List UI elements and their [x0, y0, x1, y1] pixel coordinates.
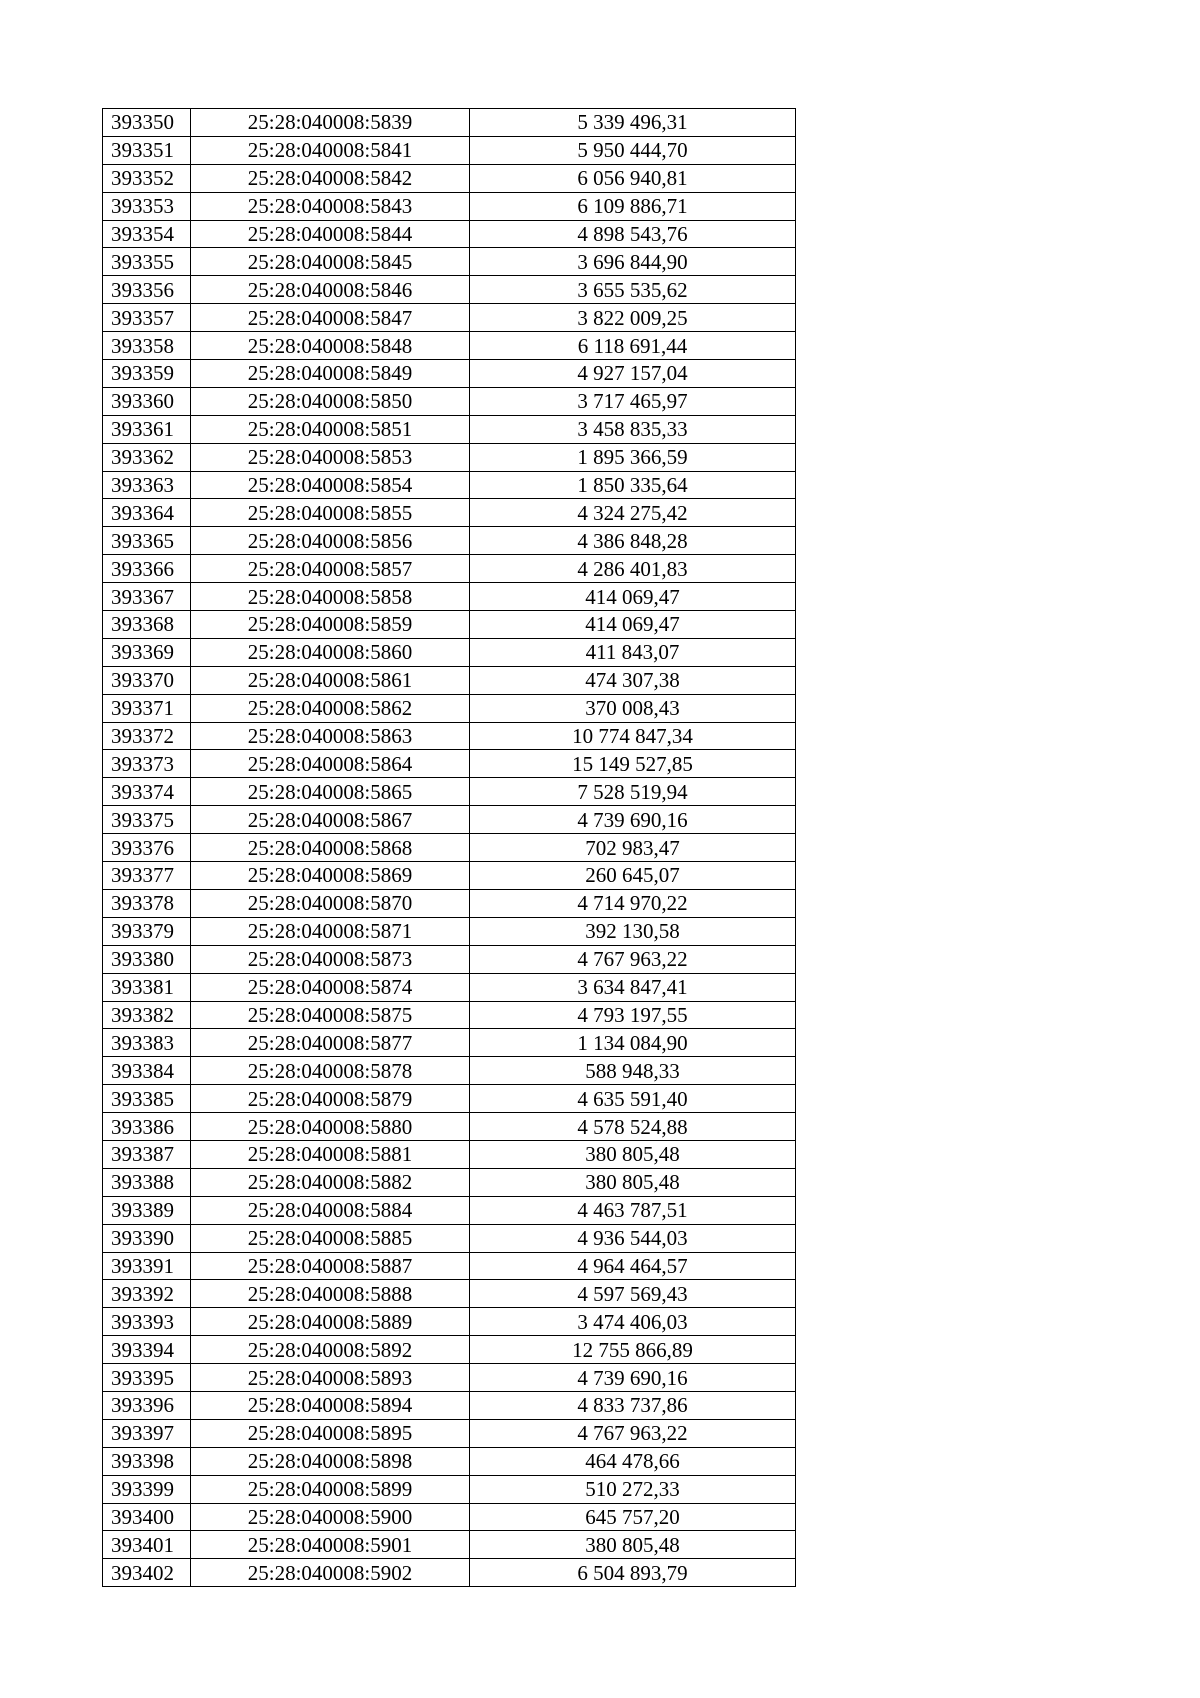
table-row	[103, 248, 796, 276]
cadastral-value-cell: 6 504 893,79	[470, 1559, 796, 1587]
row-number-cell: 393401	[103, 1531, 191, 1559]
cadastral-value-cell: 414 069,47	[470, 583, 796, 611]
cadastral-number-cell: 25:28:040008:5879	[191, 1085, 470, 1113]
row-number-cell: 393360	[103, 387, 191, 415]
table-row	[103, 945, 796, 973]
row-number-cell: 393373	[103, 750, 191, 778]
cadastral-value-cell: 4 597 569,43	[470, 1280, 796, 1308]
table-row	[103, 973, 796, 1001]
cadastral-value-cell: 7 528 519,94	[470, 778, 796, 806]
table-row	[103, 471, 796, 499]
cadastral-value-cell: 4 286 401,83	[470, 555, 796, 583]
table-body	[103, 109, 796, 1587]
cadastral-value-cell: 4 386 848,28	[470, 527, 796, 555]
cadastral-number-cell: 25:28:040008:5870	[191, 889, 470, 917]
row-number-cell: 393396	[103, 1391, 191, 1419]
cadastral-number-cell: 25:28:040008:5894	[191, 1391, 470, 1419]
table-row	[103, 1280, 796, 1308]
table-row	[103, 220, 796, 248]
table-row	[103, 415, 796, 443]
row-number-cell: 393379	[103, 917, 191, 945]
cadastral-value-cell: 10 774 847,34	[470, 722, 796, 750]
cadastral-value-cell: 4 324 275,42	[470, 499, 796, 527]
row-number-cell: 393381	[103, 973, 191, 1001]
cadastral-number-cell: 25:28:040008:5856	[191, 527, 470, 555]
cadastral-value-cell: 380 805,48	[470, 1531, 796, 1559]
row-number-cell: 393382	[103, 1001, 191, 1029]
row-number-cell: 393359	[103, 360, 191, 388]
table-row	[103, 611, 796, 639]
row-number-cell: 393351	[103, 136, 191, 164]
table-row	[103, 1168, 796, 1196]
cadastral-value-cell: 4 739 690,16	[470, 1364, 796, 1392]
table-row	[103, 1531, 796, 1559]
table-row	[103, 164, 796, 192]
table-row	[103, 443, 796, 471]
cadastral-number-cell: 25:28:040008:5848	[191, 332, 470, 360]
cadastral-number-cell: 25:28:040008:5845	[191, 248, 470, 276]
cadastral-value-cell: 4 898 543,76	[470, 220, 796, 248]
cadastral-number-cell: 25:28:040008:5878	[191, 1057, 470, 1085]
cadastral-value-cell: 370 008,43	[470, 694, 796, 722]
table-row	[103, 583, 796, 611]
row-number-cell: 393358	[103, 332, 191, 360]
table-row	[103, 1196, 796, 1224]
table-row	[103, 1559, 796, 1587]
cadastral-number-cell: 25:28:040008:5888	[191, 1280, 470, 1308]
cadastral-value-cell: 4 833 737,86	[470, 1391, 796, 1419]
cadastral-value-cell: 4 927 157,04	[470, 360, 796, 388]
table-row	[103, 1224, 796, 1252]
cadastral-number-cell: 25:28:040008:5850	[191, 387, 470, 415]
cadastral-value-cell: 1 850 335,64	[470, 471, 796, 499]
row-number-cell: 393371	[103, 694, 191, 722]
cadastral-number-cell: 25:28:040008:5881	[191, 1140, 470, 1168]
cadastral-number-cell: 25:28:040008:5867	[191, 806, 470, 834]
cadastral-number-cell: 25:28:040008:5898	[191, 1447, 470, 1475]
cadastral-number-cell: 25:28:040008:5846	[191, 276, 470, 304]
cadastral-number-cell: 25:28:040008:5893	[191, 1364, 470, 1392]
cadastral-value-cell: 4 578 524,88	[470, 1113, 796, 1141]
cadastral-number-cell: 25:28:040008:5874	[191, 973, 470, 1001]
cadastral-number-cell: 25:28:040008:5900	[191, 1503, 470, 1531]
table-row	[103, 834, 796, 862]
row-number-cell: 393372	[103, 722, 191, 750]
cadastral-number-cell: 25:28:040008:5875	[191, 1001, 470, 1029]
table-row	[103, 387, 796, 415]
table-row	[103, 1140, 796, 1168]
cadastral-value-cell: 15 149 527,85	[470, 750, 796, 778]
cadastral-value-cell: 4 714 970,22	[470, 889, 796, 917]
table-row	[103, 1391, 796, 1419]
table-row	[103, 1057, 796, 1085]
row-number-cell: 393374	[103, 778, 191, 806]
table-row	[103, 750, 796, 778]
table-row	[103, 136, 796, 164]
cadastral-value-cell: 5 950 444,70	[470, 136, 796, 164]
table-row	[103, 1419, 796, 1447]
row-number-cell: 393363	[103, 471, 191, 499]
cadastral-value-cell: 4 739 690,16	[470, 806, 796, 834]
cadastral-value-cell: 4 767 963,22	[470, 1419, 796, 1447]
cadastral-number-cell: 25:28:040008:5851	[191, 415, 470, 443]
table-row	[103, 1364, 796, 1392]
table-row	[103, 1113, 796, 1141]
row-number-cell: 393352	[103, 164, 191, 192]
row-number-cell: 393369	[103, 638, 191, 666]
cadastral-value-cell: 12 755 866,89	[470, 1336, 796, 1364]
cadastral-number-cell: 25:28:040008:5902	[191, 1559, 470, 1587]
table-row	[103, 638, 796, 666]
cadastral-number-cell: 25:28:040008:5871	[191, 917, 470, 945]
cadastral-number-cell: 25:28:040008:5880	[191, 1113, 470, 1141]
table-row	[103, 889, 796, 917]
row-number-cell: 393400	[103, 1503, 191, 1531]
cadastral-value-cell: 510 272,33	[470, 1475, 796, 1503]
row-number-cell: 393356	[103, 276, 191, 304]
cadastral-value-cell: 1 895 366,59	[470, 443, 796, 471]
table-row	[103, 1085, 796, 1113]
row-number-cell: 393354	[103, 220, 191, 248]
row-number-cell: 393365	[103, 527, 191, 555]
row-number-cell: 393398	[103, 1447, 191, 1475]
row-number-cell: 393399	[103, 1475, 191, 1503]
table-row	[103, 332, 796, 360]
cadastral-number-cell: 25:28:040008:5892	[191, 1336, 470, 1364]
row-number-cell: 393350	[103, 109, 191, 137]
row-number-cell: 393380	[103, 945, 191, 973]
table-row	[103, 1447, 796, 1475]
row-number-cell: 393376	[103, 834, 191, 862]
cadastral-value-cell: 6 056 940,81	[470, 164, 796, 192]
cadastral-number-cell: 25:28:040008:5861	[191, 666, 470, 694]
cadastral-number-cell: 25:28:040008:5889	[191, 1308, 470, 1336]
row-number-cell: 393387	[103, 1140, 191, 1168]
table-row	[103, 555, 796, 583]
table-row	[103, 862, 796, 890]
cadastral-value-table	[102, 108, 796, 1587]
table-row	[103, 1252, 796, 1280]
cadastral-value-cell: 4 936 544,03	[470, 1224, 796, 1252]
cadastral-number-cell: 25:28:040008:5855	[191, 499, 470, 527]
cadastral-number-cell: 25:28:040008:5860	[191, 638, 470, 666]
cadastral-number-cell: 25:28:040008:5865	[191, 778, 470, 806]
table-row	[103, 1308, 796, 1336]
row-number-cell: 393353	[103, 192, 191, 220]
table-row	[103, 360, 796, 388]
cadastral-value-cell: 392 130,58	[470, 917, 796, 945]
cadastral-number-cell: 25:28:040008:5858	[191, 583, 470, 611]
cadastral-number-cell: 25:28:040008:5843	[191, 192, 470, 220]
row-number-cell: 393357	[103, 304, 191, 332]
cadastral-value-cell: 4 793 197,55	[470, 1001, 796, 1029]
table-row	[103, 666, 796, 694]
cadastral-value-cell: 464 478,66	[470, 1447, 796, 1475]
cadastral-number-cell: 25:28:040008:5854	[191, 471, 470, 499]
cadastral-value-cell: 3 696 844,90	[470, 248, 796, 276]
cadastral-number-cell: 25:28:040008:5873	[191, 945, 470, 973]
row-number-cell: 393361	[103, 415, 191, 443]
cadastral-number-cell: 25:28:040008:5839	[191, 109, 470, 137]
cadastral-value-cell: 4 463 787,51	[470, 1196, 796, 1224]
cadastral-number-cell: 25:28:040008:5885	[191, 1224, 470, 1252]
cadastral-number-cell: 25:28:040008:5842	[191, 164, 470, 192]
cadastral-number-cell: 25:28:040008:5884	[191, 1196, 470, 1224]
cadastral-value-cell: 414 069,47	[470, 611, 796, 639]
table-row	[103, 192, 796, 220]
cadastral-value-cell: 5 339 496,31	[470, 109, 796, 137]
row-number-cell: 393383	[103, 1029, 191, 1057]
row-number-cell: 393362	[103, 443, 191, 471]
cadastral-number-cell: 25:28:040008:5895	[191, 1419, 470, 1447]
row-number-cell: 393402	[103, 1559, 191, 1587]
cadastral-number-cell: 25:28:040008:5847	[191, 304, 470, 332]
cadastral-number-cell: 25:28:040008:5864	[191, 750, 470, 778]
table-row	[103, 1029, 796, 1057]
cadastral-value-cell: 645 757,20	[470, 1503, 796, 1531]
cadastral-number-cell: 25:28:040008:5862	[191, 694, 470, 722]
row-number-cell: 393368	[103, 611, 191, 639]
row-number-cell: 393392	[103, 1280, 191, 1308]
cadastral-number-cell: 25:28:040008:5868	[191, 834, 470, 862]
cadastral-value-cell: 380 805,48	[470, 1140, 796, 1168]
row-number-cell: 393388	[103, 1168, 191, 1196]
cadastral-value-cell: 4 964 464,57	[470, 1252, 796, 1280]
table-row	[103, 304, 796, 332]
cadastral-value-cell: 260 645,07	[470, 862, 796, 890]
row-number-cell: 393355	[103, 248, 191, 276]
cadastral-value-cell: 3 634 847,41	[470, 973, 796, 1001]
cadastral-number-cell: 25:28:040008:5901	[191, 1531, 470, 1559]
row-number-cell: 393364	[103, 499, 191, 527]
row-number-cell: 393389	[103, 1196, 191, 1224]
table-row	[103, 527, 796, 555]
cadastral-number-cell: 25:28:040008:5869	[191, 862, 470, 890]
table-row	[103, 806, 796, 834]
cadastral-number-cell: 25:28:040008:5887	[191, 1252, 470, 1280]
cadastral-value-cell: 3 458 835,33	[470, 415, 796, 443]
table-row	[103, 1001, 796, 1029]
cadastral-value-cell: 6 109 886,71	[470, 192, 796, 220]
table-row	[103, 917, 796, 945]
cadastral-number-cell: 25:28:040008:5841	[191, 136, 470, 164]
row-number-cell: 393395	[103, 1364, 191, 1392]
row-number-cell: 393377	[103, 862, 191, 890]
cadastral-value-cell: 702 983,47	[470, 834, 796, 862]
table-row	[103, 1475, 796, 1503]
cadastral-value-cell: 474 307,38	[470, 666, 796, 694]
cadastral-number-cell: 25:28:040008:5857	[191, 555, 470, 583]
table-row	[103, 778, 796, 806]
cadastral-value-cell: 3 474 406,03	[470, 1308, 796, 1336]
row-number-cell: 393378	[103, 889, 191, 917]
cadastral-number-cell: 25:28:040008:5853	[191, 443, 470, 471]
cadastral-value-cell: 411 843,07	[470, 638, 796, 666]
cadastral-number-cell: 25:28:040008:5859	[191, 611, 470, 639]
cadastral-value-cell: 1 134 084,90	[470, 1029, 796, 1057]
cadastral-number-cell: 25:28:040008:5899	[191, 1475, 470, 1503]
row-number-cell: 393393	[103, 1308, 191, 1336]
cadastral-value-cell: 588 948,33	[470, 1057, 796, 1085]
row-number-cell: 393385	[103, 1085, 191, 1113]
cadastral-value-cell: 380 805,48	[470, 1168, 796, 1196]
cadastral-number-cell: 25:28:040008:5844	[191, 220, 470, 248]
cadastral-number-cell: 25:28:040008:5863	[191, 722, 470, 750]
table-row	[103, 1503, 796, 1531]
cadastral-value-cell: 3 655 535,62	[470, 276, 796, 304]
cadastral-number-cell: 25:28:040008:5877	[191, 1029, 470, 1057]
table-row	[103, 109, 796, 137]
cadastral-value-cell: 3 717 465,97	[470, 387, 796, 415]
cadastral-value-cell: 6 118 691,44	[470, 332, 796, 360]
row-number-cell: 393366	[103, 555, 191, 583]
cadastral-value-cell: 3 822 009,25	[470, 304, 796, 332]
table-row	[103, 499, 796, 527]
row-number-cell: 393386	[103, 1113, 191, 1141]
table-row	[103, 1336, 796, 1364]
cadastral-value-cell: 4 635 591,40	[470, 1085, 796, 1113]
cadastral-number-cell: 25:28:040008:5882	[191, 1168, 470, 1196]
row-number-cell: 393390	[103, 1224, 191, 1252]
cadastral-value-cell: 4 767 963,22	[470, 945, 796, 973]
row-number-cell: 393397	[103, 1419, 191, 1447]
row-number-cell: 393384	[103, 1057, 191, 1085]
row-number-cell: 393375	[103, 806, 191, 834]
row-number-cell: 393391	[103, 1252, 191, 1280]
row-number-cell: 393370	[103, 666, 191, 694]
table-row	[103, 694, 796, 722]
table-row	[103, 276, 796, 304]
row-number-cell: 393367	[103, 583, 191, 611]
cadastral-number-cell: 25:28:040008:5849	[191, 360, 470, 388]
table-row	[103, 722, 796, 750]
row-number-cell: 393394	[103, 1336, 191, 1364]
